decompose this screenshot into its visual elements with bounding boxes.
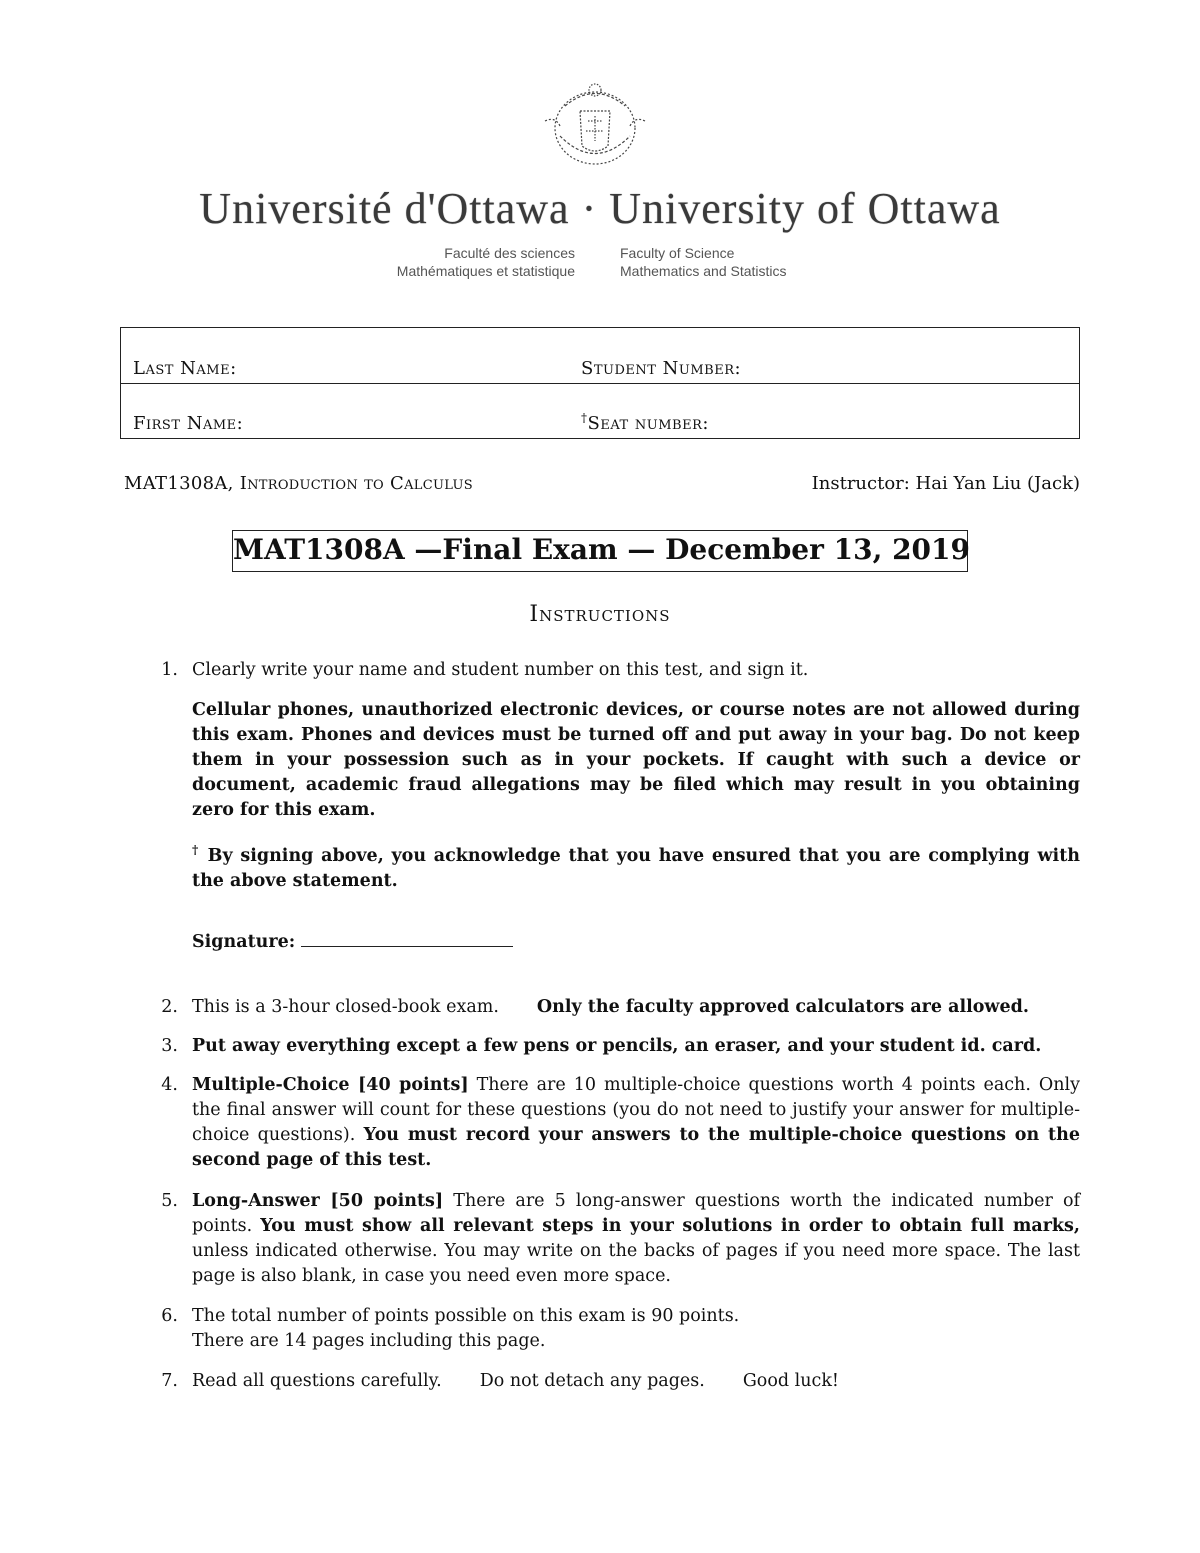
item-bold-lead: Long-Answer [50 points] — [192, 1191, 444, 1211]
university-name: Université d'Ottawa · University of Ottawa — [199, 184, 1001, 233]
item-number: 6. — [161, 1306, 178, 1326]
item-bold-tail: You must record your answers to the multiple-choice questions on the second page of this test. — [192, 1125, 1080, 1170]
last-name-field[interactable]: Last Name: — [133, 358, 237, 379]
faculty-en-line2: Mathematics and Statistics — [620, 263, 787, 279]
faculty-fr-line1: Faculté des sciences — [444, 245, 575, 261]
signature-line[interactable] — [301, 930, 513, 947]
instruction-item-1 — [150, 658, 1080, 683]
dagger-mark: † — [192, 843, 200, 857]
item-text-a: There are 5 long-answer questions worth the indicated number of points. — [192, 1191, 1080, 1236]
faculty-en-line1: Faculty of Science — [620, 245, 735, 261]
item-number: 3. — [161, 1036, 178, 1056]
dagger-mark: † — [581, 411, 588, 425]
item-line-1: The total number of points possible on this exam is 90 points. — [192, 1306, 740, 1326]
item-text-a: This is a 3-hour closed-book exam. — [192, 997, 499, 1017]
item-line-2: There are 14 pages including this page. — [192, 1331, 546, 1351]
item-text-b: unless indicated otherwise. You may write on the backs of pages if you need more space. The last page is also blank, in case you need even more space. — [192, 1241, 1080, 1286]
faculty-french — [300, 244, 575, 280]
item-text: Put away everything except a few pens or pencils, an eraser, and your student id. card. — [192, 1036, 1042, 1056]
device-policy-paragraph: Cellular phones, unauthorized electronic devices, or course notes are not allowed during this exam. Phones and devices must be turned off and put away in your bag. Do not keep them in your possession such as in your pockets. If caught with such a device or document, academic fraud allegations may be filed which may result in you obtaining zero for this exam. — [192, 700, 1080, 820]
student-info-row-1 — [121, 328, 1079, 384]
item-part-3: Good luck! — [742, 1371, 839, 1391]
university-crest-logo — [530, 76, 660, 176]
acknowledgement-paragraph — [192, 838, 1080, 894]
signature-field[interactable] — [192, 930, 1080, 955]
instruction-item-7 — [150, 1369, 1080, 1394]
student-info-row-2 — [121, 383, 1079, 438]
item-text: There are 10 multiple-choice questions worth 4 points each. Only the final answer will count for these questions (you do not need to justify your answer for multiple-choice questions). — [192, 1075, 1080, 1145]
instructions-heading: Instructions — [529, 602, 671, 627]
instruction-item-2 — [150, 995, 1080, 1020]
exam-title: MAT1308A —Final Exam — December 13, 2019 — [232, 530, 968, 572]
seat-number-field[interactable] — [581, 411, 709, 434]
item-text-b: Only the faculty approved calculators are allowed. — [536, 997, 1029, 1017]
student-number-field[interactable]: Student Number: — [581, 358, 742, 379]
item-bold-mid: You must show all relevant steps in your solutions in order to obtain full marks, — [260, 1216, 1080, 1236]
instruction-item-5 — [150, 1189, 1080, 1289]
student-info-box — [120, 327, 1080, 439]
course-code-title: MAT1308A, Introduction to Calculus — [124, 473, 473, 494]
instruction-item-4 — [150, 1073, 1080, 1173]
instructor-name: Instructor: Hai Yan Liu (Jack) — [811, 473, 1080, 494]
item-part-1: Read all questions carefully. — [192, 1371, 442, 1391]
signature-label: Signature: — [192, 932, 296, 952]
instruction-item-3 — [150, 1034, 1080, 1059]
item-text: Clearly write your name and student number on this test, and sign it. — [192, 660, 809, 680]
acknowledgement-text: By signing above, you acknowledge that you have ensured that you are complying with the above statement. — [192, 845, 1081, 891]
item-number: 1. — [161, 660, 178, 680]
item-number: 7. — [161, 1371, 178, 1391]
item-number: 5. — [161, 1191, 178, 1211]
instruction-item-6 — [150, 1304, 1080, 1354]
item-number: 4. — [161, 1075, 178, 1095]
seat-number-label: Seat number: — [587, 413, 709, 434]
first-name-field[interactable]: First Name: — [133, 413, 244, 434]
faculty-fr-line2: Mathématiques et statistique — [396, 263, 575, 279]
item-bold-lead: Multiple-Choice [40 points] — [192, 1075, 469, 1095]
item-number: 2. — [161, 997, 178, 1017]
faculty-english — [620, 244, 920, 280]
item-part-2: Do not detach any pages. — [479, 1371, 705, 1391]
